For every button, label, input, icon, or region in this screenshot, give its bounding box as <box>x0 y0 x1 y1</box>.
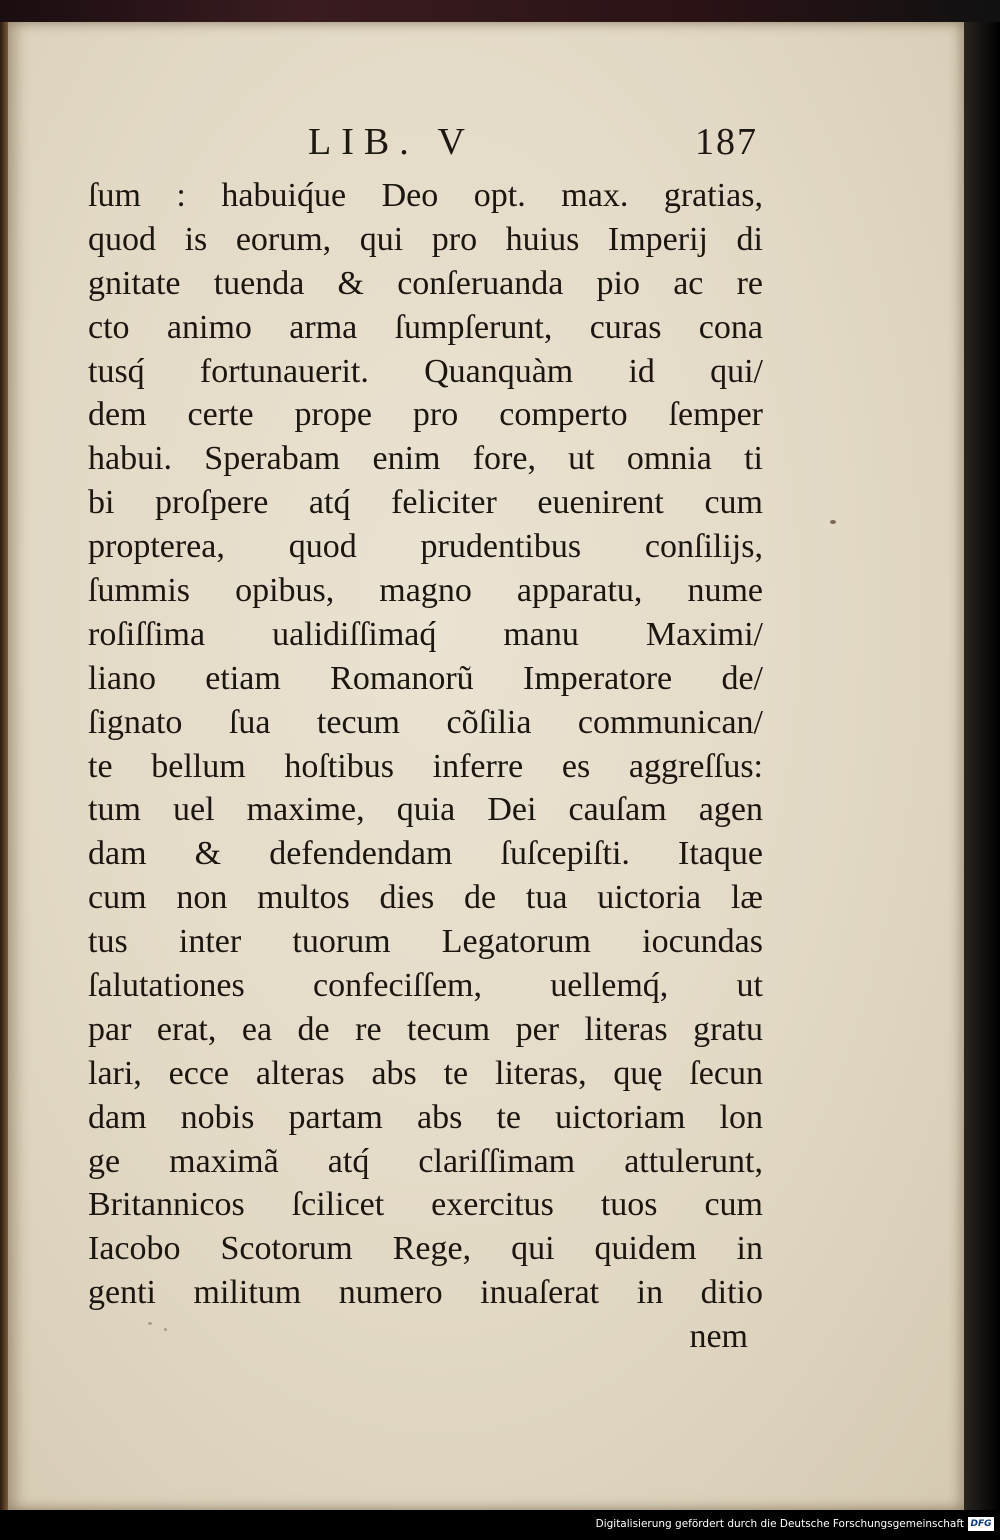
text-line: ge maximã atq́ clariſſimam attulerunt, <box>88 1142 763 1180</box>
text-line: gnitate tuenda & conſeruanda pio ac re <box>88 264 763 302</box>
text-line: tusq́ fortunauerit. Quanquàm id qui/ <box>88 352 763 390</box>
text-line: habui. Sperabam enim fore, ut omnia ti <box>88 440 763 478</box>
text-line: cto animo arma ſumpſerunt, curas cona <box>88 308 763 346</box>
scan-right-edge <box>964 22 1000 1510</box>
text-line: liano etiam Romanorũ Imperatore de/ <box>88 659 763 697</box>
scan-top-edge <box>0 0 1000 22</box>
text-line: ſalutationes confeciſſem, uellemq́, ut <box>88 967 763 1005</box>
text-line: ſignato ſua tecum cõſilia communican/ <box>88 703 763 741</box>
paper-speck <box>148 1322 152 1325</box>
page-header <box>308 120 758 164</box>
text-line: lari, ecce alteras abs te literas, quę ſecun <box>88 1054 763 1092</box>
text-line: Iacobo Scotorum Rege, qui quidem in <box>88 1230 763 1268</box>
catchword: nem <box>689 1318 748 1355</box>
digitization-credit: Digitalisierung gefördert durch die Deutsche Forschungsgemeinschaft <box>595 1518 964 1530</box>
text-line: Britannicos ſcilicet exercitus tuos cum <box>88 1186 763 1224</box>
text-line: cum non multos dies de tua uictoria læ <box>88 879 763 917</box>
text-line: tus inter tuorum Legatorum iocundas <box>88 923 763 961</box>
book-page <box>8 22 964 1510</box>
running-head: LIB. V <box>308 121 475 163</box>
text-line: par erat, ea de re tecum per literas gratu <box>88 1010 763 1048</box>
book-binding-edge <box>0 22 8 1510</box>
body-text <box>88 174 763 1315</box>
text-line: dam & defendendam ſuſcepiſti. Itaque <box>88 835 763 873</box>
text-line: ſummis opibus, magno apparatu, nume <box>88 572 763 610</box>
dfg-logo: DFG <box>968 1517 994 1531</box>
paper-speck <box>164 1328 167 1331</box>
text-line: quod is eorum, qui pro huius Imperij di <box>88 220 763 258</box>
text-line: dam nobis partam abs te uictoriam lon <box>88 1098 763 1136</box>
footer-bar <box>0 1510 1000 1540</box>
text-line: propterea, quod prudentibus conſilijs, <box>88 528 763 566</box>
paper-speck <box>830 520 836 524</box>
text-line: dem certe prope pro comperto ſemper <box>88 396 763 434</box>
text-line: te bellum hoſtibus inferre es aggreſſus: <box>88 747 763 785</box>
text-line: genti militum numero inuaſerat in ditio <box>88 1274 763 1312</box>
page-number: 187 <box>695 121 758 163</box>
text-line: ſum : habuiq́ue Deo opt. max. gratias, <box>88 177 763 214</box>
text-line: roſiſſima ualidiſſimaq́ manu Maximi/ <box>88 615 763 653</box>
text-line: tum uel maxime, quia Dei cauſam agen <box>88 791 763 829</box>
text-line: bi proſpere atq́ feliciter euenirent cum <box>88 484 763 522</box>
